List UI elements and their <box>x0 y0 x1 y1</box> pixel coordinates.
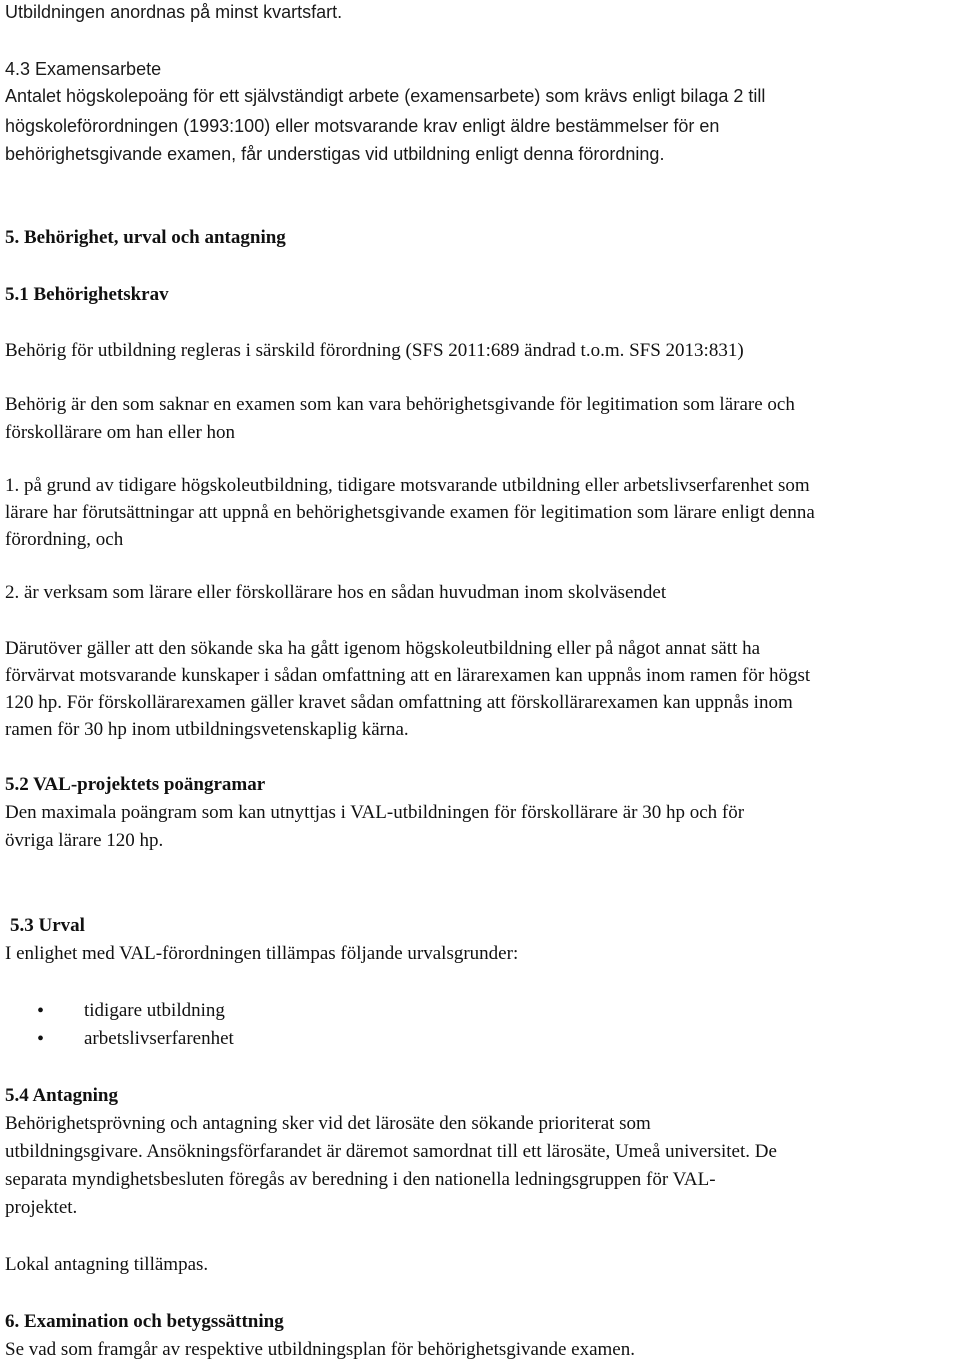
para-4-3-line-3: behörighetsgivande examen, får understigas vid utbildning enligt denna förordning. <box>5 144 665 164</box>
list-item: tidigare utbildning <box>84 1000 225 1021</box>
para-5-2-line-2: övriga lärare 120 hp. <box>5 830 164 851</box>
para-5-4-local: Lokal antagning tillämpas. <box>5 1254 209 1275</box>
para-5-1-extra-line-2: förvärvat motsvarande kunskaper i sådan omfattning att en lärarexamen kan uppnås inom ramen för högst <box>5 665 811 686</box>
para-5-4-line-3: separata myndighetsbesluten föregås av beredning i den nationella ledningsgruppen för VAL- <box>5 1169 716 1190</box>
bullet-marker: • <box>37 1028 45 1050</box>
para-5-1-extra-line-1: Därutöver gäller att den sökande ska ha gått igenom högskoleutbildning eller på något annat sätt ha <box>5 638 761 659</box>
heading-5-4: 5.4 Antagning <box>5 1085 118 1106</box>
para-5-1-item-2: 2. är verksam som lärare eller förskollärare hos en sådan huvudman inom skolväsendet <box>5 582 667 603</box>
heading-6: 6. Examination och betygssättning <box>5 1311 284 1332</box>
para-4-3-line-1: Antalet högskolepoäng för ett självständigt arbete (examensarbete) som krävs enligt bilaga 2 till <box>5 86 766 106</box>
heading-5-3: 5.3 Urval <box>10 915 85 936</box>
heading-5-2: 5.2 VAL-projektets poängramar <box>5 774 266 795</box>
para-5-2-line-1: Den maximala poängram som kan utnyttjas i VAL-utbildningen för förskollärare är 30 hp och för <box>5 802 745 823</box>
heading-5: 5. Behörighet, urval och antagning <box>5 227 286 248</box>
para-5-3: I enlighet med VAL-förordningen tillämpas följande urvalsgrunder: <box>5 943 519 964</box>
bullet-marker: • <box>37 1000 45 1022</box>
para-5-4-line-2: utbildningsgivare. Ansökningsförfarandet är däremot samordnat till ett lärosäte, Umeå universitet. De <box>5 1141 777 1162</box>
para-5-1-regulation: Behörig för utbildning regleras i särskild förordning (SFS 2011:689 ändrad t.o.m. SFS 2013:831) <box>5 340 744 361</box>
para-5-4-line-4: projektet. <box>5 1197 78 1218</box>
list-item: arbetslivserfarenhet <box>84 1028 234 1049</box>
para-5-1-extra-line-4: ramen för 30 hp inom utbildningsvetenskaplig kärna. <box>5 719 409 740</box>
heading-4-3: 4.3 Examensarbete <box>5 59 162 79</box>
intro-line: Utbildningen anordnas på minst kvartsfart. <box>5 2 343 22</box>
para-5-1-item-1-line-3: förordning, och <box>5 529 124 550</box>
para-5-1-eligible-line-2: förskollärare om han eller hon <box>5 422 236 443</box>
para-5-1-item-1-line-2: lärare har förutsättningar att uppnå en behörighetsgivande examen för legitimation som lärare enligt denna <box>5 502 815 523</box>
para-6: Se vad som framgår av respektive utbildningsplan för behörighetsgivande examen. <box>5 1339 635 1360</box>
heading-5-1: 5.1 Behörighetskrav <box>5 284 169 305</box>
para-5-1-item-1-line-1: 1. på grund av tidigare högskoleutbildning, tidigare motsvarande utbildning eller arbetslivserfarenhet som <box>5 475 810 496</box>
para-5-4-line-1: Behörighetsprövning och antagning sker vid det lärosäte den sökande prioriterat som <box>5 1113 651 1134</box>
para-4-3-line-2: högskoleförordningen (1993:100) eller motsvarande krav enligt äldre bestämmelser för en <box>5 116 720 136</box>
para-5-1-extra-line-3: 120 hp. För förskollärarexamen gäller kravet sådan omfattning att förskollärarexamen kan uppnås inom <box>5 692 793 713</box>
para-5-1-eligible-line-1: Behörig är den som saknar en examen som kan vara behörighetsgivande för legitimation som lärare och <box>5 394 795 415</box>
